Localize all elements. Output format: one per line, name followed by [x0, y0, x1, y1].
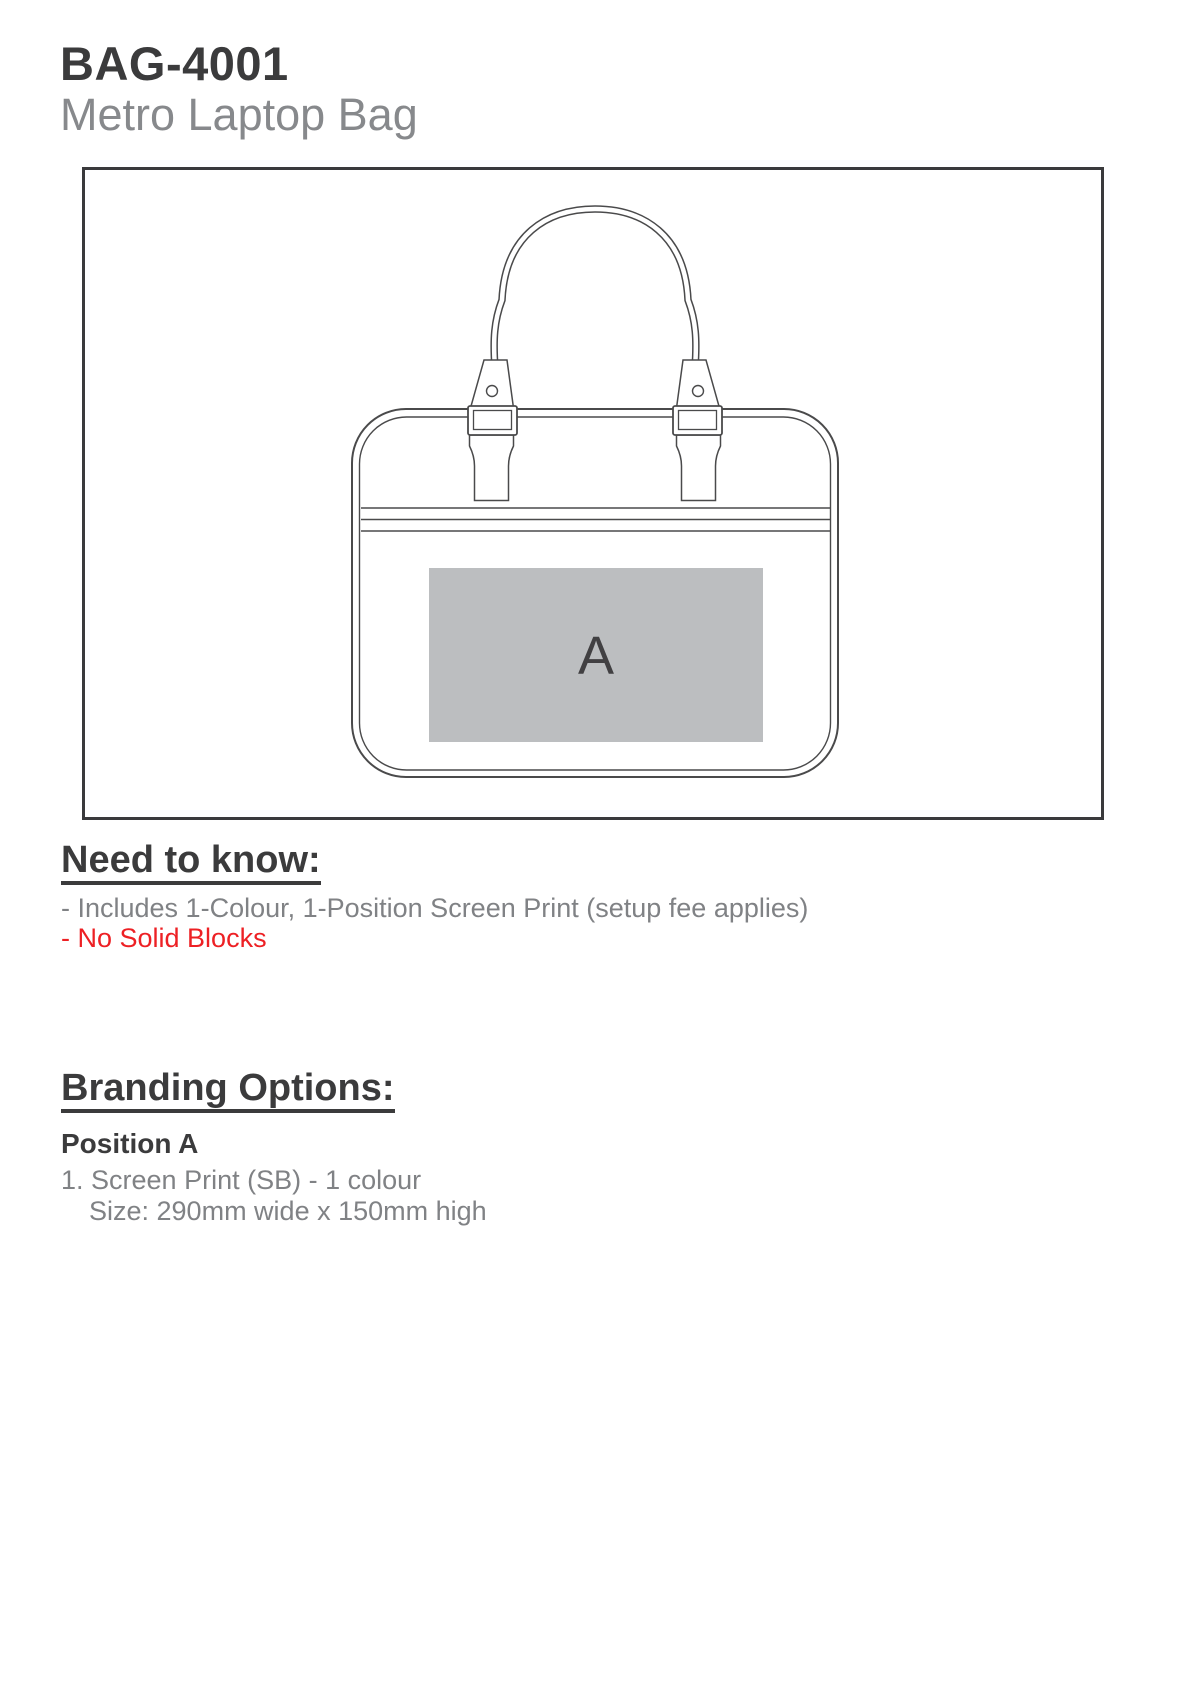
- print-position-label: A: [577, 626, 615, 686]
- need-to-know-heading-text: Need to know:: [61, 841, 321, 885]
- branding-size-line: Size: 290mm wide x 150mm high: [89, 1196, 487, 1226]
- branding-options-heading-text: Branding Options:: [61, 1069, 395, 1113]
- position-a-title: Position A: [61, 1128, 199, 1159]
- product-image-frame: [82, 167, 1104, 820]
- laptop-bag-illustration: [85, 170, 1101, 817]
- branding-options-heading: [61, 1069, 395, 1113]
- handle-rivets: [487, 386, 704, 397]
- position-a-details: [61, 1165, 487, 1227]
- note-no-solid-blocks: - No Solid Blocks: [61, 923, 267, 953]
- need-to-know-heading: [61, 841, 321, 885]
- note-screen-print: - Includes 1-Colour, 1-Position Screen Print (setup fee applies): [61, 893, 809, 923]
- bag-handle: [494, 209, 696, 368]
- product-code-title: BAG-4001: [60, 37, 289, 90]
- product-name-subtitle: Metro Laptop Bag: [60, 89, 418, 140]
- need-to-know-notes: [61, 893, 808, 953]
- handle-end-tabs: [471, 360, 720, 408]
- branding-method-line: 1. Screen Print (SB) - 1 colour: [61, 1165, 422, 1195]
